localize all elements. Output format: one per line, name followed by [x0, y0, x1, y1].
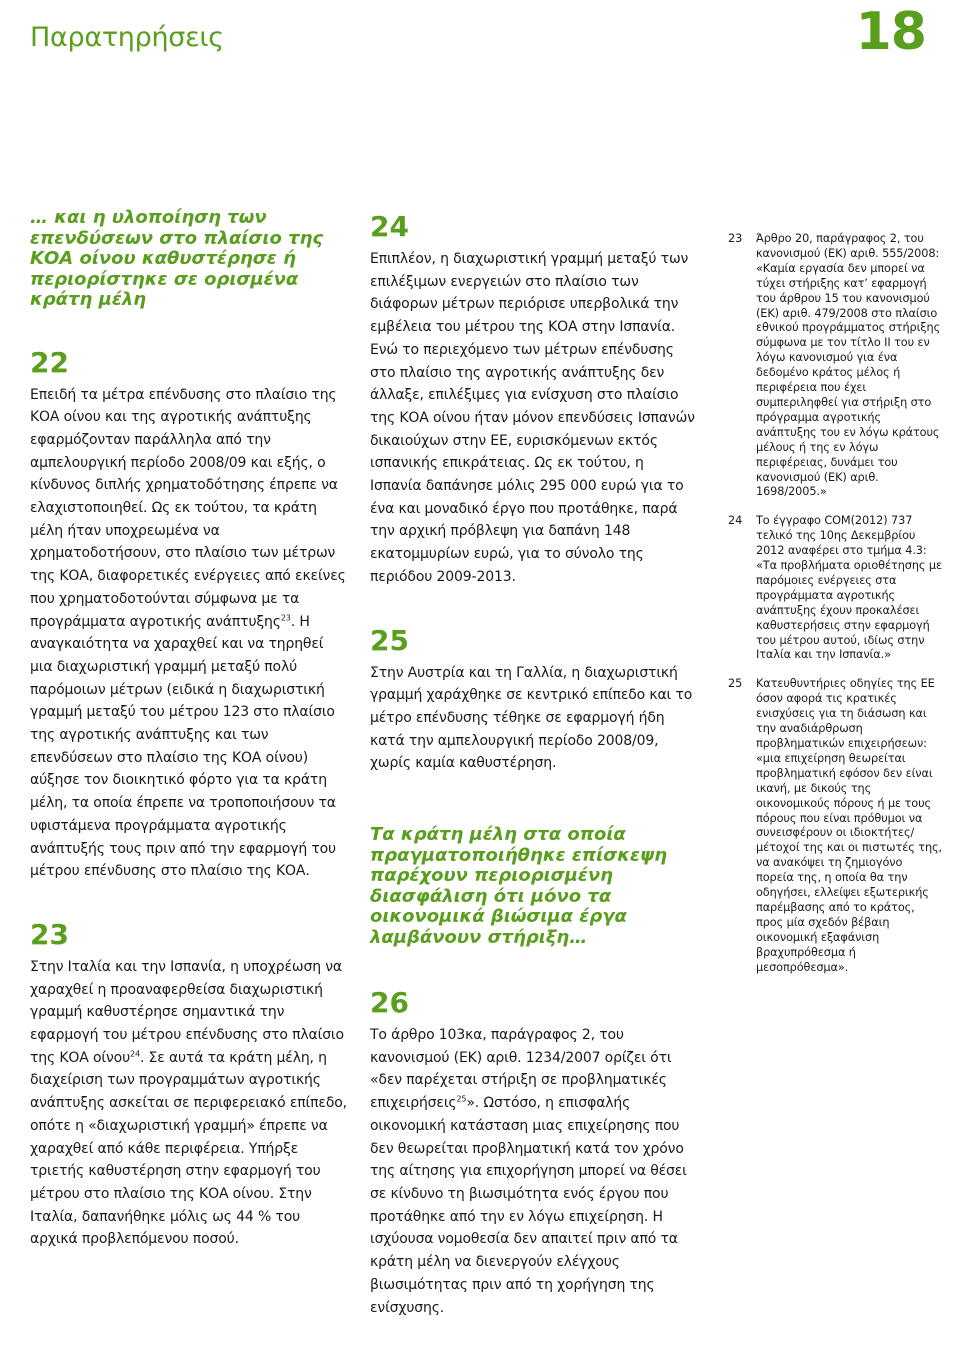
- footnote-23: [728, 232, 943, 500]
- text-column-1: [30, 208, 350, 1251]
- text-column-2: [370, 212, 695, 1319]
- paragraph-number-25: 25: [370, 623, 409, 657]
- paragraph-number-26: 26: [370, 986, 409, 1020]
- paragraph-26: [370, 1024, 695, 1319]
- footnote-ref-25[interactable]: 25: [456, 1094, 467, 1104]
- paragraph-22: [30, 384, 350, 883]
- footnote-text: Άρθρο 20, παράγραφος 2, του κανονισμού (ΕΚ) αριθ. 555/2008: «Καμία εργασία δεν μπορεί να τύχει στήριξης κατ’ εφαρμογή του άρθρου 15 του κανονισμού (ΕΚ) αριθ. 479/2008 στο πλαίσιο εθνικού προγράμματος στήριξης σύμφωνα με τον τίτλο II του εν λόγω κανονισμού για ένα δεδομένο κράτος μέλος ή περιφέρεια που έχει συμπεριληφθεί για στήριξη στο πρόγραμμα αγροτικής ανάπτυξης του εν λόγω κράτους μέλους ή της εν λόγω περιφέρειας, δυνάμει του κανονισμού (ΕΚ) αριθ. 1698/2005.»: [756, 232, 941, 499]
- footnote-25: [728, 677, 943, 975]
- footnote-ref-23[interactable]: 23: [280, 612, 291, 622]
- paragraph-26-text-b: ». Ωστόσο, η επισφαλής οικονομική κατάσταση μιας επιχείρησης που δεν θεωρείται προβληματική κατά τον χρόνο της αίτησης για επιχορήγηση μπορεί να θέσει σε κίνδυνο τη βιωσιμότητα ενός έργου που προτάθηκε από την εν λόγω επιχείρηση. Η ισχύουσα νομοθεσία δεν απαιτεί πριν από τα κράτη μέλη να διενεργούν ελέγχους βιωσιμότητας πριν από τη χορήγηση της ενίσχυσης.: [370, 1095, 687, 1316]
- paragraph-23-text-a: Στην Ιταλία και την Ισπανία, η υποχρέωση να χαραχθεί η προαναφερθείσα διαχωριστική γραμμή καθυστέρησε σημαντικά την εφαρμογή του μέτρου επένδυσης στο πλαίσιο της ΚΟΑ οίνου: [30, 958, 344, 1066]
- footnotes-column: [728, 232, 943, 990]
- paragraph-22-text-b: . Η αναγκαιότητα να χαραχθεί και να τηρηθεί μια διαχωριστική γραμμή μεταξύ πολύ παρόμοιων μέτρων (ειδικά η διαχωριστική γραμμή μεταξύ του μέτρου 123 στο πλαίσιο της αγροτικής ανάπτυξης και των επενδύσεων στο πλαίσιο της ΚΟΑ οίνου) αύξησε τον διοικητικό φόρτο για τα κράτη μέλη, τα οποία έπρεπε να τροποποιήσουν τα υφιστάμενα προγράμματα αγροτικής ανάπτυξής τους πριν από την εφαρμογή του μέτρου επένδυσης στο πλαίσιο της ΚΟΑ.: [30, 613, 337, 880]
- page-number: 18: [855, 2, 926, 62]
- footnote-ref-24[interactable]: 24: [130, 1049, 140, 1059]
- paragraph-23: [30, 956, 350, 1251]
- section-heading: … και η υλοποίηση των επενδύσεων στο πλαίσιο της ΚΟΑ οίνου καθυστέρησε ή περιορίστηκε σε ορισμένα κράτη μέλη: [30, 207, 324, 310]
- paragraph-24: Επιπλέον, η διαχωριστική γραμμή μεταξύ των επιλέξιμων ενεργειών στο πλαίσιο των διάφορων μέτρων περιόρισε υπερβολικά την εμβέλεια του μέτρου της ΚΟΑ στην Ισπανία. Ενώ το περιεχόμενο των μέτρων επένδυσης στο πλαίσιο της αγροτικής ανάπτυξης δεν άλλαξε, επιλέξιμες για ενίσχυση στο πλαίσιο της ΚΟΑ οίνου ήταν μόνον επενδύσεις Ισπανών δικαιούχων στην ΕΕ, ευρισκόμενων εκτός ισπανικής επικράτειας. Ως εκ τούτου, η Ισπανία δαπάνησε μόλις 295 000 ευρώ για το ένα και μοναδικό έργο που προτάθηκε, παρά την αρχική πρόβλεψη για δαπάνη 148 εκατομμυρίων ευρώ, για το σύνολο της περιόδου 2009-2013.: [370, 251, 695, 585]
- paragraph-25: Στην Αυστρία και τη Γαλλία, η διαχωριστική γραμμή χαράχθηκε σε κεντρικό επίπεδο και το μέτρο επένδυσης τέθηκε σε εφαρμογή ήδη κατά την αμπελουργική περίοδο 2008/09, χωρίς καμία καθυστέρηση.: [370, 664, 693, 772]
- paragraph-26-text-a: Το άρθρο 103κα, παράγραφος 2, του κανονισμού (ΕΚ) αριθ. 1234/2007 ορίζει ότι «δεν παρέχεται στήριξη σε προβληματικές επιχειρήσεις: [370, 1027, 672, 1112]
- footnote-text: Το έγγραφο COM(2012) 737 τελικό της 10ης Δεκεμβρίου 2012 αναφέρει στο τμήμα 4.3: «Τα προβλήματα οριοθέτησης με παρόμοιες ενέργειες στα προγράμματα αγροτικής ανάπτυξης έχουν προκαλέσει καθυστερήσεις στην εφαρμογή του μέτρου αυτού, ιδίως στην Ιταλία και την Ισπανία.»: [756, 514, 942, 662]
- section-title: Παρατηρήσεις: [30, 22, 224, 53]
- section-heading-2: Τα κράτη μέλη στα οποία πραγματοποιήθηκε επίσκεψη παρέχουν περιορισμένη διασφάλιση ότι μόνο τα οικονομικά βιώσιμα έργα λαμβάνουν στήριξη…: [370, 824, 668, 948]
- footnote-number: 24: [728, 514, 743, 528]
- paragraph-number-23: 23: [30, 917, 69, 951]
- footnote-24: [728, 514, 943, 663]
- footnote-number: 23: [728, 232, 743, 245]
- paragraph-22-text-a: Επειδή τα μέτρα επένδυσης στο πλαίσιο της ΚΟΑ οίνου και της αγροτικής ανάπτυξης εφαρμόζονταν παράλληλα από την αμπελουργική περίοδο 2008/09 και εξής, ο κίνδυνος διπλής χρηματοδότησης έπρεπε να ελαχιστοποιηθεί. Ως εκ τούτου, τα κράτη μέλη ήταν υποχρεωμένα να χρηματοδοτήσουν, στο πλαίσιο των μέτρων της ΚΟΑ, διαφορετικές ενέργειες από εκείνες που χρηματοδοτούνται σύμφωνα με τα προγράμματα αγροτικής ανάπτυξης: [30, 386, 346, 630]
- footnote-text: Κατευθυντήριες οδηγίες της ΕΕ όσον αφορά τις κρατικές ενισχύσεις για τη διάσωση και την αναδιάρθρωση προβληματικών επιχειρήσεων: «μια επιχείρηση θεωρείται προβληματική εφόσον δεν είναι ικανή, με δικούς της οικονομικούς πόρους ή με τους πόρους που είναι πρόθυμοι να συνεισφέρουν οι ιδιοκτήτες/μέτοχοί της και οι πιστωτές της, να ανακόψει τη ζημιογόνο πορεία της, η οποία θα την οδηγήσει, ελλείψει εξωτερικής παρέμβασης από το κράτος, προς μία σχεδόν βέβαιη οικονομική εξαφάνιση βραχυπρόθεσμα ή μεσοπρόθεσμα».: [756, 677, 943, 974]
- paragraph-number-24: 24: [370, 210, 409, 243]
- footnote-number: 25: [728, 677, 743, 691]
- paragraph-number-22: 22: [30, 345, 69, 379]
- paragraph-23-text-b: . Σε αυτά τα κράτη μέλη, η διαχείριση των προγραμμάτων αγροτικής ανάπτυξης ασκείται σε περιφερειακό επίπεδο, οπότε η «διαχωριστική γραμμή» έπρεπε να χαραχθεί από κάθε περιφέρεια. Υπήρξε τριετής καθυστέρηση στην εφαρμογή του μέτρου στο πλαίσιο της ΚΟΑ οίνου. Στην Ιταλία, δαπανήθηκε μόλις ως 44 % του αρχικά προβλεπόμενου ποσού.: [30, 1049, 347, 1248]
